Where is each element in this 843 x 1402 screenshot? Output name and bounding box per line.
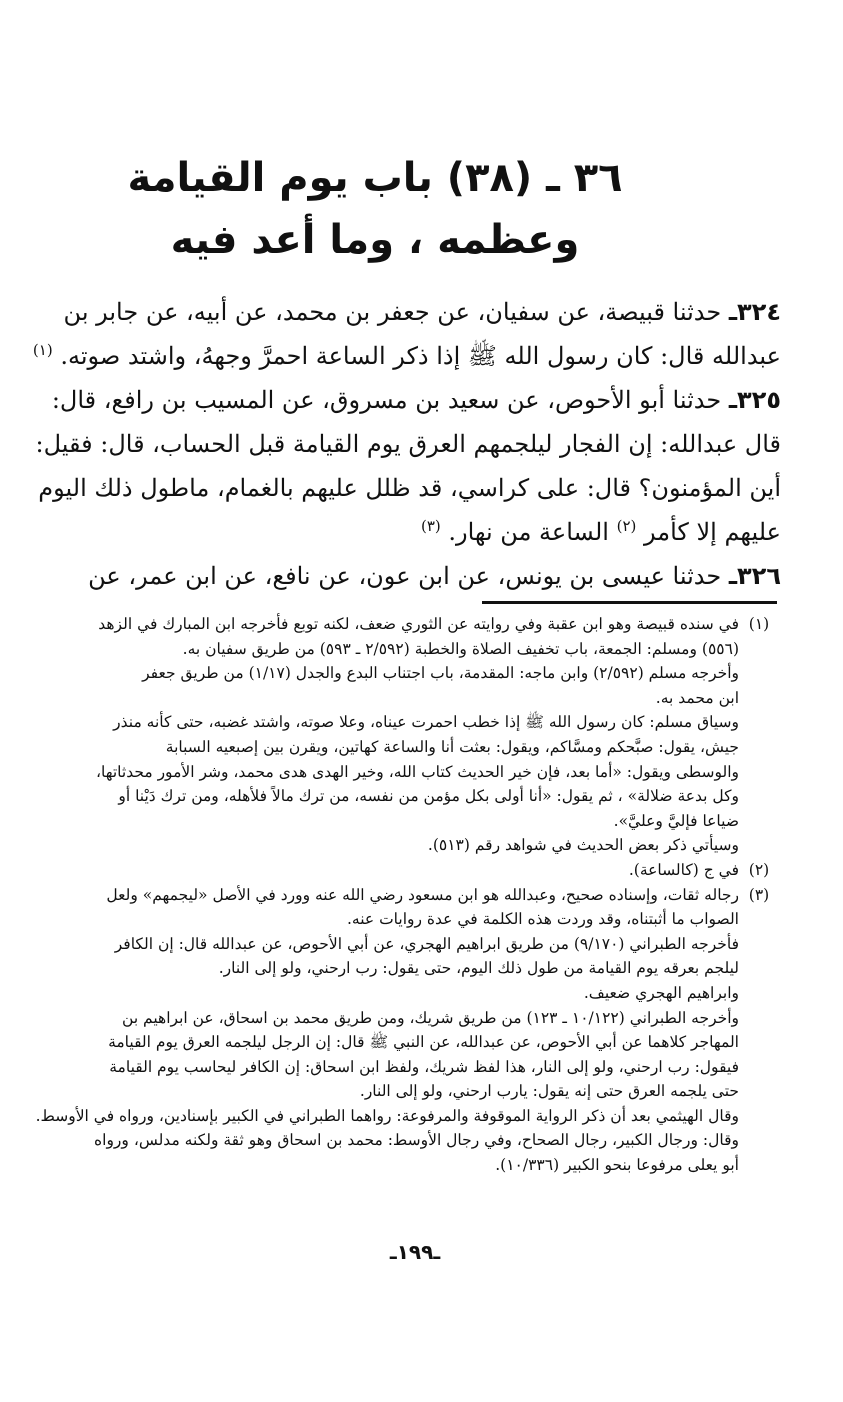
hadith-325-line-3 [38, 466, 781, 510]
footnote-line: في ج (كالساعة). [628, 860, 739, 879]
footnote-body [35, 883, 739, 1178]
footnote-3 [35, 883, 779, 1178]
footnote-ref: (٢) [616, 517, 637, 535]
hadith-text: حدثنا أبو الأحوص، عن سعيد بن مسروق، عن المسيب بن رافع، قال: [51, 386, 729, 414]
footnote-line: حتى يلجمه العرق حتى إنه يقول: يارب ارحني، ولو إلى النار. [359, 1082, 739, 1101]
footnote-line: ليلجم بعرقه يوم القيامة من طول ذلك اليوم، حتى يقول: رب ارحني، ولو إلى النار. [218, 959, 739, 978]
page-number: ـ١٩٩ـ [389, 1240, 441, 1264]
hadith-text: عبدالله قال: كان رسول الله ﷺ إذا ذكر الساعة احمرَّ وجههُ، واشتد صوته. [60, 342, 781, 370]
chapter-title-line-2: وعظمه ، وما أعد فيه [170, 217, 580, 263]
footnote-ref: (١) [32, 341, 53, 359]
hadith-325-line-1 [51, 378, 781, 422]
footnote-number: (٢) [748, 860, 770, 879]
main-text [32, 290, 781, 598]
footnote-line: في سنده قبيصة وهو ابن عقبة وفي روايته عن الثوري ضعف، لكنه توبع فأخرجه ابن المبارك في الزهد [98, 615, 739, 633]
footnote-2 [64, 858, 779, 883]
footnote-line: وسياق مسلم: كان رسول الله ﷺ إذا خطب احمرت عيناه، وعلا صوته، واشتد غضبه، حتى كأنه منذر [113, 713, 739, 732]
hadith-325-line-2 [35, 422, 781, 466]
footnote-ref: (٣) [420, 517, 441, 535]
footnote-1 [64, 612, 779, 858]
footnotes [35, 612, 779, 1178]
hadith-text: عليهم إلا كأمر [644, 518, 781, 546]
hadith-324-line-2 [32, 334, 781, 378]
footnote-line: جيش، يقول: صبَّحكم ومسَّاكم، ويقول: بعثت أنا والساعة كهاتين، ويقرن بين إصبعيه السبابة [165, 737, 739, 756]
hadith-text: حدثنا قبيصة، عن سفيان، عن جعفر بن محمد، عن أبيه، عن جابر بن [63, 298, 729, 326]
footnote-line: (٥٥٦) ومسلم: الجمعة، باب تخفيف الصلاة والخطبة (٢/٥٩٢ ـ ٥٩٣) من طريق سفيان به. [182, 639, 739, 658]
footnote-body [64, 612, 739, 858]
footnote-line: فيقول: رب ارحني، ولو إلى النار، هذا لفظ شريك، ولفظ ابن اسحاق: إن الكافر ليحاسب يوم القيامة [109, 1057, 739, 1076]
hadith-326-line-1 [88, 554, 781, 598]
footnote-line: وأخرجه مسلم (٢/٥٩٢) وابن ماجه: المقدمة، باب اجتناب البدع والجدل (١/١٧) من طريق جعفر [142, 664, 739, 683]
hadith-text: حدثنا عيسى بن يونس، عن ابن عون، عن نافع، عن ابن عمر، عن [88, 562, 729, 590]
footnote-line: رجاله ثقات، وإسناده صحيح، وعبدالله هو ابن مسعود رضي الله عنه وورد في الأصل «ليجمهم» ولعل [106, 885, 739, 904]
hadith-number: ٣٢٦ـ [728, 562, 781, 590]
footnote-number: (٣) [748, 885, 770, 904]
footnote-line: وأخرجه الطبراني (١٠/١٢٢ ـ ١٢٣) من طريق شريك، ومن طريق محمد بن اسحاق، عن ابراهيم بن [122, 1008, 739, 1027]
footnote-line: وسيأتي ذكر بعض الحديث في شواهد رقم (٥١٣). [427, 836, 739, 855]
hadith-number: ٣٢٤ـ [728, 298, 781, 326]
hadith-324-line-1 [63, 290, 781, 334]
hadith-325-line-4 [91, 510, 781, 554]
chapter-title-line-1: ٣٦ ـ (٣٨) باب يوم القيامة [127, 155, 623, 201]
footnote-separator [482, 601, 777, 604]
footnote-line: ضياعا فإليَّ وعليَّ». [613, 811, 739, 830]
footnote-line: ابن محمد به. [655, 688, 739, 707]
footnote-line: فأخرجه الطبراني (٩/١٧٠) من طريق ابراهيم الهجري، عن أبي الأحوص، عن عبدالله قال: إن الكافر [114, 934, 739, 953]
footnote-line: والوسطى ويقول: «أما بعد، فإن خير الحديث كتاب الله، وخير الهدى هدى محمد، وشر الأمور محدثاتها، [95, 762, 739, 781]
hadith-text: الساعة من نهار. [448, 518, 617, 546]
footnote-line: الصواب ما أثبتناه، وقد وردت هذه الكلمة في عدة روايات عنه. [347, 910, 739, 929]
footnote-number: (١) [748, 615, 770, 633]
footnote-line: وقال الهيثمي بعد أن ذكر الرواية الموقوفة والمرفوعة: رواهما الطبراني في الكبير بإسنادين، ورواه في الأوسط. [35, 1106, 739, 1125]
hadith-text: أين المؤمنون؟ قال: على كراسي، قد ظلل عليهم بالغمام، ماطول ذلك اليوم [38, 474, 781, 502]
hadith-number: ٣٢٥ـ [728, 386, 781, 414]
footnote-line: وكل بدعة ضلالة» ، ثم يقول: «أنا أولى بكل مؤمن من نفسه، من ترك مالاً فلأهله، ومن ترك دَيْنا أو [118, 787, 739, 806]
footnote-line: وقال: ورجال الكبير، رجال الصحاح، وفي رجال الأوسط: محمد بن اسحاق وهو ثقة ولكنه مدلس، ورواه [94, 1131, 739, 1150]
hadith-text: قال عبدالله: إن الفجار ليلجمهم العرق يوم القيامة قبل الحساب، قال: فقيل: [35, 430, 781, 458]
footnote-body [64, 858, 739, 883]
footnote-line: أبو يعلى مرفوعا بنحو الكبير (١٠/٣٣٦). [495, 1156, 739, 1175]
footnote-line: وابراهيم الهجري ضعيف. [583, 983, 739, 1002]
footnote-line: المهاجر كلاهما عن أبي الأحوص، عن عبدالله، عن النبي ﷺ قال: إن الرجل ليلجمه العرق يوم القيامة [108, 1033, 739, 1052]
